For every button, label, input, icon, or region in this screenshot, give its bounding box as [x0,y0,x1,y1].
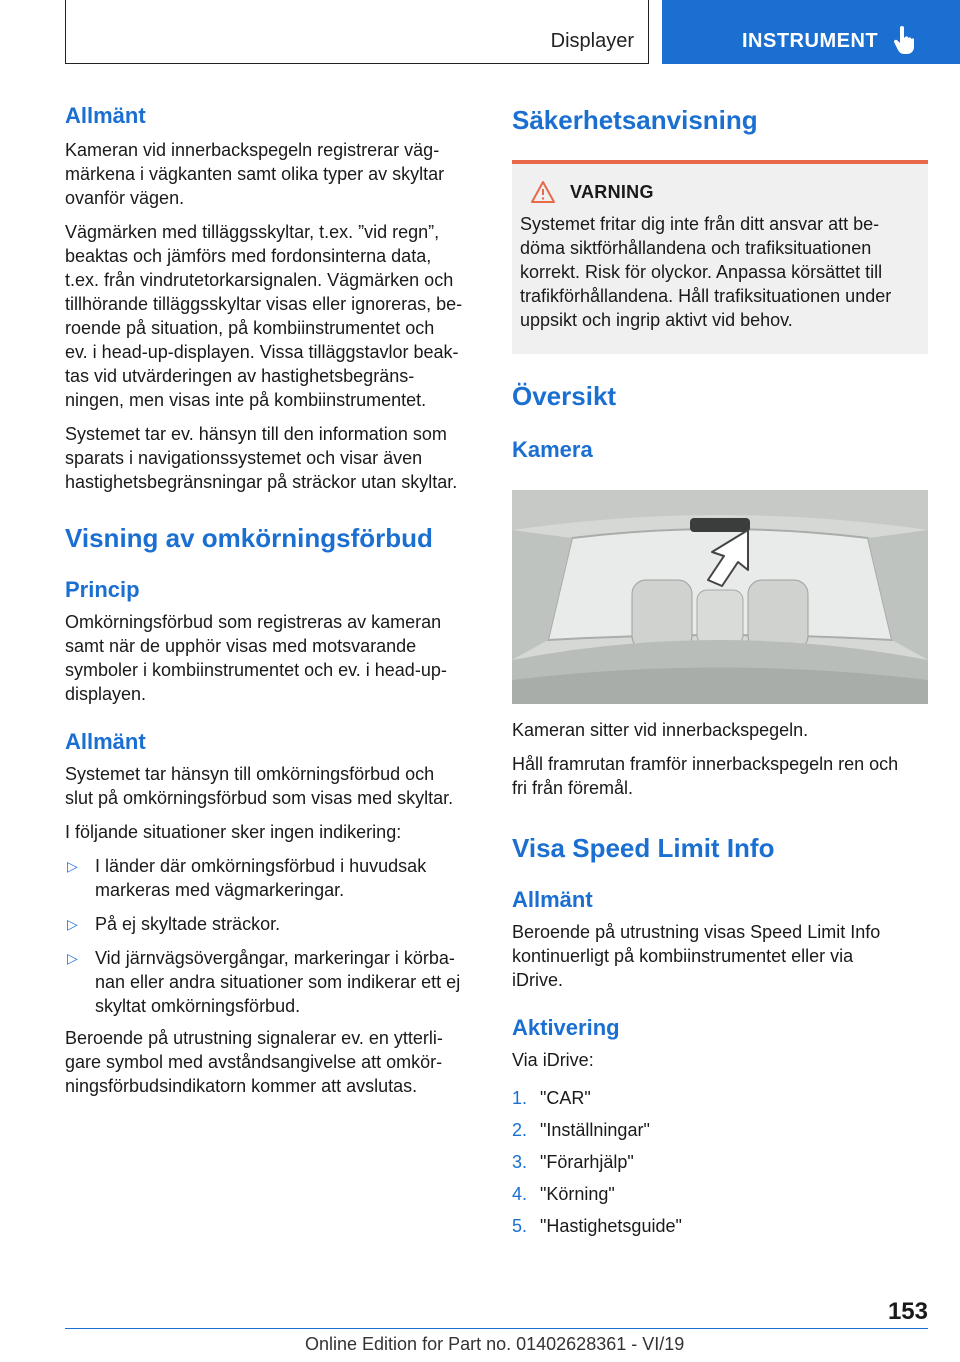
list-number: 4. [512,1184,528,1204]
heading-kamera: Kamera [512,437,593,462]
section-title: Displayer [550,30,634,52]
text-line: tillhörande tilläggsskyltar visas eller ignoreras, be- [65,294,463,314]
text-line: korrekt. Risk för olyckor. Anpassa körsättet till [520,262,883,282]
heading-speed: Visa Speed Limit Info [512,833,775,863]
text-line: samt när de upphör visas med motsvarande [65,636,417,656]
text-line: ovanför vägen. [65,188,185,208]
page-header [0,0,960,66]
list-item [65,854,477,902]
text-line: t.ex. från vindrutetorkarsignalen. Vägmärken och [65,270,454,290]
right-column [512,100,928,1238]
text-line: Systemet fritar dig inte från ditt ansvar att be- [520,214,880,234]
list-number: 5. [512,1216,528,1236]
left-column [65,100,477,1098]
warning-panel [512,160,928,354]
list-item-text: "Hastighetsguide" [540,1216,682,1236]
list-item-text: "Förarhjälp" [540,1152,634,1172]
text-line: displayen. [65,684,147,704]
text-line: skyltat omkörningsförbud. [95,996,301,1016]
warning-label: VARNING [570,181,654,202]
text-line: Omkörningsförbud som registreras av kameran [65,612,442,632]
paragraph [65,610,477,706]
list-item-text: "Inställningar" [540,1120,650,1140]
list-item [512,1086,928,1110]
list-item-text: "Körning" [540,1184,615,1204]
bullet-triangle-icon: ▷ [67,858,78,874]
heading-oversikt: Översikt [512,381,617,411]
text-line: uppsikt och ingrip aktivt vid behov. [520,310,793,330]
list-item [65,946,477,1018]
text-line: ningsförbudsindikatorn kommer att avslutas. [65,1076,418,1096]
paragraph [65,762,477,810]
edition-text: Online Edition for Part no. 01402628361 - VI/19 [305,1334,685,1354]
text-line: nan eller andra situationer som indikerar ett ej [95,972,461,992]
hand-pointer-icon [894,26,918,56]
paragraph [65,138,477,210]
text-line: ningen, men visas inte på kombiinstrumentet. [65,390,427,410]
text-line: tas vid utvärderingen av hastighetsbegräns- [65,366,415,386]
list-number: 3. [512,1152,528,1172]
caption [512,752,928,800]
list-item [65,912,477,936]
text-line: iDrive. [512,970,564,990]
list-number: 2. [512,1120,528,1140]
heading-allmant: Allmänt [65,103,146,128]
list-item [512,1150,928,1174]
caption: Kameran sitter vid innerbackspegeln. [512,720,809,740]
warning-title [520,178,920,206]
heading-allmant-2: Allmänt [65,729,146,754]
chapter-title: INSTRUMENT [742,30,879,52]
list-item [512,1214,928,1238]
bullet-triangle-icon: ▷ [67,950,78,966]
paragraph [65,422,477,494]
text-line: markeras med vägmarkeringar. [95,880,345,900]
text-line: hastighetsbegränsningar på sträckor utan skyltar. [65,472,458,492]
text-line: fri från föremål. [512,778,634,798]
text-line: ev. i head-up-displayen. Vissa tilläggstavlor beak- [65,342,459,362]
page-footer [65,1298,928,1354]
text-line: döma siktförhållandena och trafiksituationen [520,238,872,258]
text-line: Vägmärken med tilläggsskyltar, t.ex. ”vid regn”, [65,222,440,242]
heading-visning: Visning av omkörningsförbud [65,523,433,553]
list-number: 1. [512,1088,528,1108]
text-line: slut på omkörningsförbud som visas med skyltar. [65,788,454,808]
chapter-tab [662,0,960,64]
heading-allmant-3: Allmänt [512,887,593,912]
heading-aktivering: Aktivering [512,1015,620,1040]
page-number: 153 [887,1298,928,1325]
paragraph [65,220,477,412]
bullet-triangle-icon: ▷ [67,916,78,932]
text-line: Vid järnvägsövergångar, markeringar i körba- [95,948,455,968]
car-interior-image [512,490,928,704]
camera-illustration [512,490,928,704]
text-line: gare symbol med avståndsangivelse att omkör- [65,1052,443,1072]
text-line: beaktas och jämförs med fordonsinterna data, [65,246,432,266]
text-line: Systemet tar hänsyn till omkörningsförbud och [65,764,435,784]
list-item-text: På ej skyltade sträckor. [95,914,281,934]
text-line: Kameran vid innerbackspegeln registrerar väg- [65,140,440,160]
warning-text [520,212,920,332]
heading-sakerhet: Säkerhetsanvisning [512,105,758,135]
list-item-text [95,946,460,1018]
section-tab [65,0,649,64]
heading-princip: Princip [65,577,140,602]
text-line: roende på situation, på kombiinstrumentet och [65,318,435,338]
list-item-text: "CAR" [540,1088,591,1108]
text-line: Systemet tar ev. hänsyn till den information som [65,424,447,444]
paragraph: Via iDrive: [512,1050,594,1070]
text-line: märkena i vägkanten samt olika typer av skyltar [65,164,445,184]
text-line: Beroende på utrustning visas Speed Limit Info [512,922,881,942]
text-line: kontinuerligt på kombiinstrumentet eller via [512,946,854,966]
text-line: Beroende på utrustning signalerar ev. en ytterli- [65,1028,443,1048]
text-line: sparats i navigationssystemet och visar även [65,448,423,468]
text-line: Håll framrutan framför innerbackspegeln ren och [512,754,899,774]
text-line: trafikförhållandena. Håll trafiksituationen under [520,286,892,306]
text-line: I länder där omkörningsförbud i huvudsak [95,856,427,876]
list-item [512,1118,928,1142]
paragraph: I följande situationer sker ingen indikering: [65,822,402,842]
warning-box [512,164,928,354]
text-line: symboler i kombiinstrumentet och ev. i head-up- [65,660,447,680]
footer-divider [65,1328,928,1329]
paragraph [65,1026,477,1098]
list-item-text [95,854,426,902]
warning-triangle-icon [530,180,556,204]
paragraph [512,920,928,992]
bullet-list [65,854,477,1018]
numbered-list [512,1086,928,1238]
list-item [512,1182,928,1206]
